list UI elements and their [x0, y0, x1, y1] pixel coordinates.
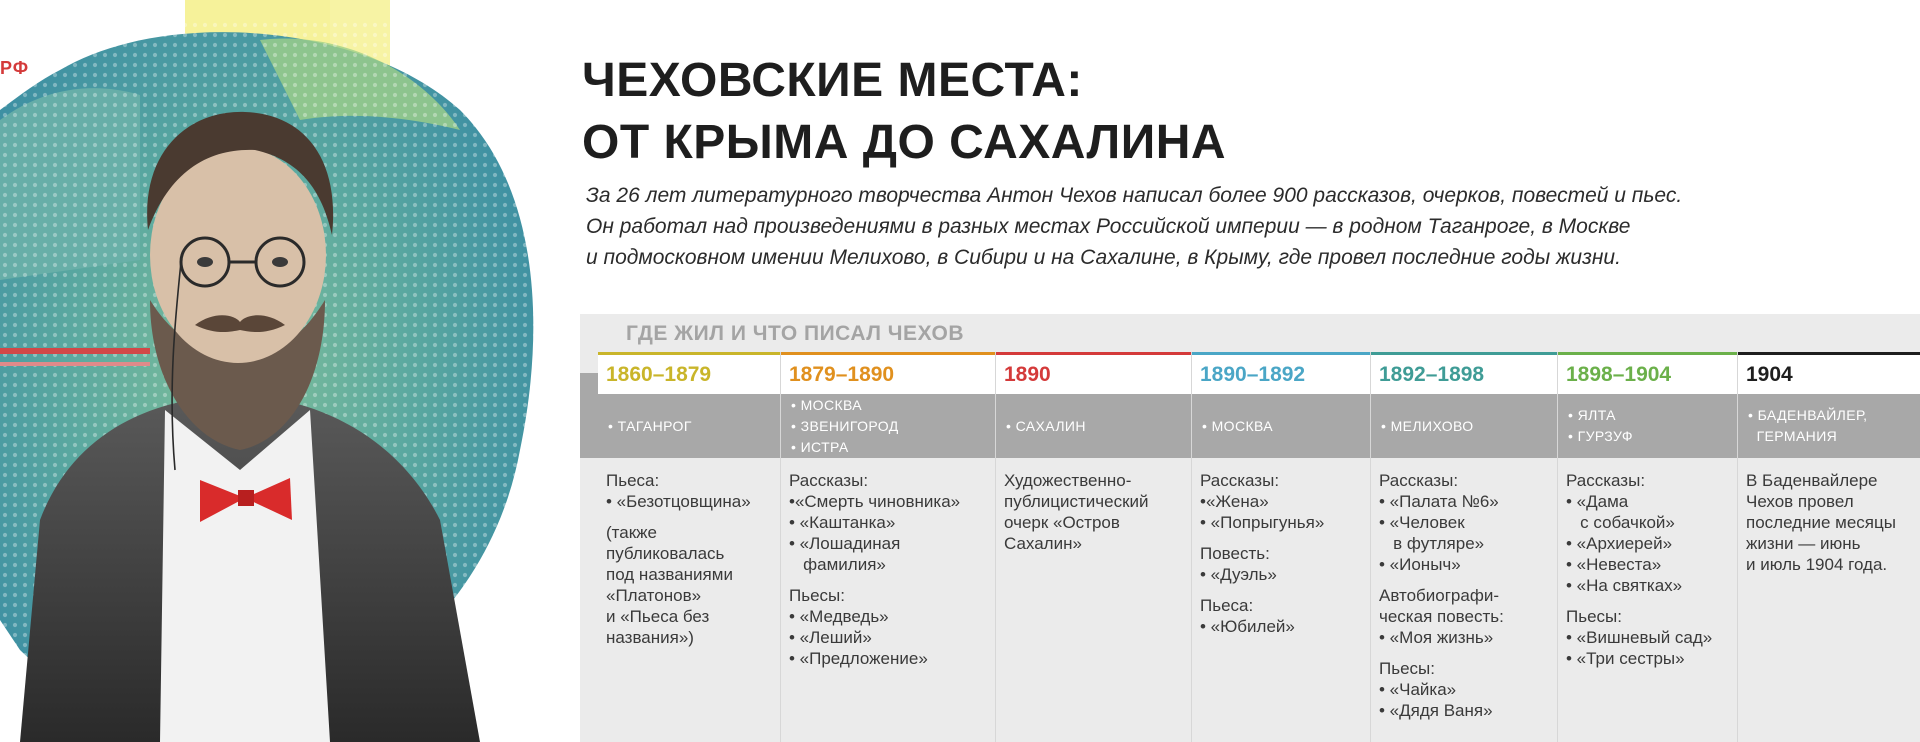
place-item: • ТАГАНРОГ	[608, 417, 692, 434]
page-title	[582, 50, 1226, 174]
place-item: • МОСКВА	[1202, 417, 1274, 434]
work-item: публицистический	[1004, 492, 1149, 511]
work-item: и «Пьеса без	[606, 607, 710, 626]
work-item: Пьесы:	[1566, 607, 1622, 626]
work-item: и июль 1904 года.	[1746, 555, 1888, 574]
work-item: фамилия»	[789, 555, 886, 574]
work-item: Пьесы:	[1379, 659, 1435, 678]
work-item: последние месяцы	[1746, 513, 1896, 532]
work-item: Сахалин»	[1004, 534, 1082, 553]
work-item: публиковалась	[606, 544, 725, 563]
timeline-column	[995, 352, 1191, 742]
period-works	[1558, 458, 1737, 669]
work-item: • «Предложение»	[789, 649, 928, 668]
timeline-left-strip	[580, 373, 598, 458]
work-item: Пьеса:	[1200, 596, 1254, 615]
work-item: • «Чайка»	[1379, 680, 1457, 699]
period-years: 1892–1898	[1379, 362, 1485, 386]
work-item: Художественно-	[1004, 471, 1132, 490]
work-item: Автобиографи-	[1379, 586, 1499, 605]
period-years: 1860–1879	[606, 362, 712, 386]
period-works	[1192, 458, 1370, 637]
work-item: очерк «Остров	[1004, 513, 1120, 532]
works-spacer	[1200, 585, 1362, 595]
page-title-line: ЧЕХОВСКИЕ МЕСТА:	[582, 54, 1083, 107]
works-spacer	[1566, 596, 1729, 606]
place-item: • ЯЛТА	[1568, 407, 1616, 423]
place-item: • ЗВЕНИГОРОД	[791, 417, 899, 434]
place-item: • МОСКВА	[791, 396, 863, 413]
works-spacer	[1200, 533, 1362, 543]
page-title-line: ОТ КРЫМА ДО САХАЛИНА	[582, 116, 1227, 169]
period-places	[598, 394, 780, 458]
work-item: • «Дядя Ваня»	[1379, 701, 1493, 720]
timeline-period-header	[1371, 352, 1557, 394]
period-years: 1890	[1004, 362, 1051, 386]
portrait-chekhov-illustration	[0, 0, 560, 742]
timeline-period-header	[1558, 352, 1737, 394]
work-item: •«Жена»	[1200, 492, 1269, 511]
timeline-period-header	[598, 352, 780, 394]
place-item: • ГУРЗУФ	[1568, 428, 1633, 444]
work-item: • «Юбилей»	[1200, 617, 1295, 636]
work-item: Чехов провел	[1746, 492, 1854, 511]
period-works	[1738, 458, 1920, 575]
work-item: с собачкой»	[1566, 513, 1675, 532]
work-item: Повесть:	[1200, 544, 1270, 563]
works-spacer	[1379, 575, 1549, 585]
work-item: в футляре»	[1379, 534, 1485, 553]
timeline-column	[1557, 352, 1737, 742]
domain-mark: РФ	[0, 58, 30, 78]
period-places	[996, 394, 1191, 458]
work-item: под названиями	[606, 565, 733, 584]
place-item: • ИСТРА	[791, 438, 849, 455]
work-item: • «Каштанка»	[789, 513, 896, 532]
timeline-column	[1191, 352, 1370, 742]
timeline-period-header	[1192, 352, 1370, 394]
work-item: • «На святках»	[1566, 576, 1683, 595]
period-places	[1558, 394, 1737, 458]
work-item: Рассказы:	[1566, 471, 1646, 490]
timeline-column	[1370, 352, 1557, 742]
work-item: Пьеса:	[606, 471, 660, 490]
work-item: • «Ионыч»	[1379, 555, 1461, 574]
work-item: Рассказы:	[789, 471, 869, 490]
period-years: 1879–1890	[789, 362, 895, 386]
period-years: 1898–1904	[1566, 362, 1672, 386]
period-years: 1904	[1746, 362, 1793, 386]
work-item: •«Смерть чиновника»	[789, 492, 961, 511]
period-places	[1192, 394, 1370, 458]
timeline-grid	[598, 352, 1920, 742]
place-item: • МЕЛИХОВО	[1381, 417, 1474, 434]
period-works	[598, 458, 780, 648]
work-item: • «Невеста»	[1566, 555, 1662, 574]
work-item: • «Медведь»	[789, 607, 889, 626]
work-item: (также	[606, 523, 657, 542]
work-item: ческая повесть:	[1379, 607, 1504, 626]
works-spacer	[606, 512, 772, 522]
work-item: • «Вишневый сад»	[1566, 628, 1713, 647]
work-item: • «Дама	[1566, 492, 1629, 511]
timeline-period-header	[996, 352, 1191, 394]
work-item: Пьесы:	[789, 586, 845, 605]
work-item: • «Лошадиная	[789, 534, 901, 553]
work-item: названия»)	[606, 628, 694, 647]
timeline-period-header	[1738, 352, 1920, 394]
work-item: • «Три сестры»	[1566, 649, 1685, 668]
works-spacer	[789, 575, 987, 585]
place-item: • БАДЕНВАЙЛЕР,	[1748, 407, 1868, 423]
period-works	[1371, 458, 1557, 721]
work-item: жизни — июнь	[1746, 534, 1861, 553]
intro-line: Он работал над произведениями в разных местах Российской империи — в родном Таганроге, в Москве	[586, 215, 1631, 238]
work-item: • «Леший»	[789, 628, 872, 647]
work-item: • «Попрыгунья»	[1200, 513, 1325, 532]
work-item: • «Безотцовщина»	[606, 492, 751, 511]
timeline-period-header	[781, 352, 995, 394]
work-item: • «Человек	[1379, 513, 1465, 532]
timeline-section-title: ГДЕ ЖИЛ И ЧТО ПИСАЛ ЧЕХОВ	[626, 322, 965, 345]
intro-line: и подмосковном имении Мелихово, в Сибири и на Сахалине, в Крыму, где провел последние годы жизни.	[586, 246, 1621, 269]
place-item: • САХАЛИН	[1006, 417, 1086, 434]
period-works	[996, 458, 1191, 554]
timeline-column	[598, 352, 780, 742]
period-years: 1890–1892	[1200, 362, 1306, 386]
work-item: • «Дуэль»	[1200, 565, 1277, 584]
period-works	[781, 458, 995, 669]
portrait-artwork	[0, 0, 560, 742]
period-places	[1738, 394, 1920, 458]
work-item: • «Моя жизнь»	[1379, 628, 1494, 647]
intro-text	[586, 180, 1846, 273]
work-item: Рассказы:	[1379, 471, 1459, 490]
period-places	[1371, 394, 1557, 458]
work-item: «Платонов»	[606, 586, 702, 605]
work-item: Рассказы:	[1200, 471, 1280, 490]
works-spacer	[1379, 648, 1549, 658]
timeline-column	[780, 352, 995, 742]
period-places	[781, 394, 995, 458]
work-item: • «Палата №6»	[1379, 492, 1499, 511]
work-item: • «Архиерей»	[1566, 534, 1673, 553]
timeline-column	[1737, 352, 1920, 742]
work-item: В Баденвайлере	[1746, 471, 1878, 490]
place-item: ГЕРМАНИЯ	[1748, 428, 1838, 444]
intro-line: За 26 лет литературного творчества Антон Чехов написал более 900 рассказов, очерков, повестей и пьес.	[586, 184, 1683, 207]
